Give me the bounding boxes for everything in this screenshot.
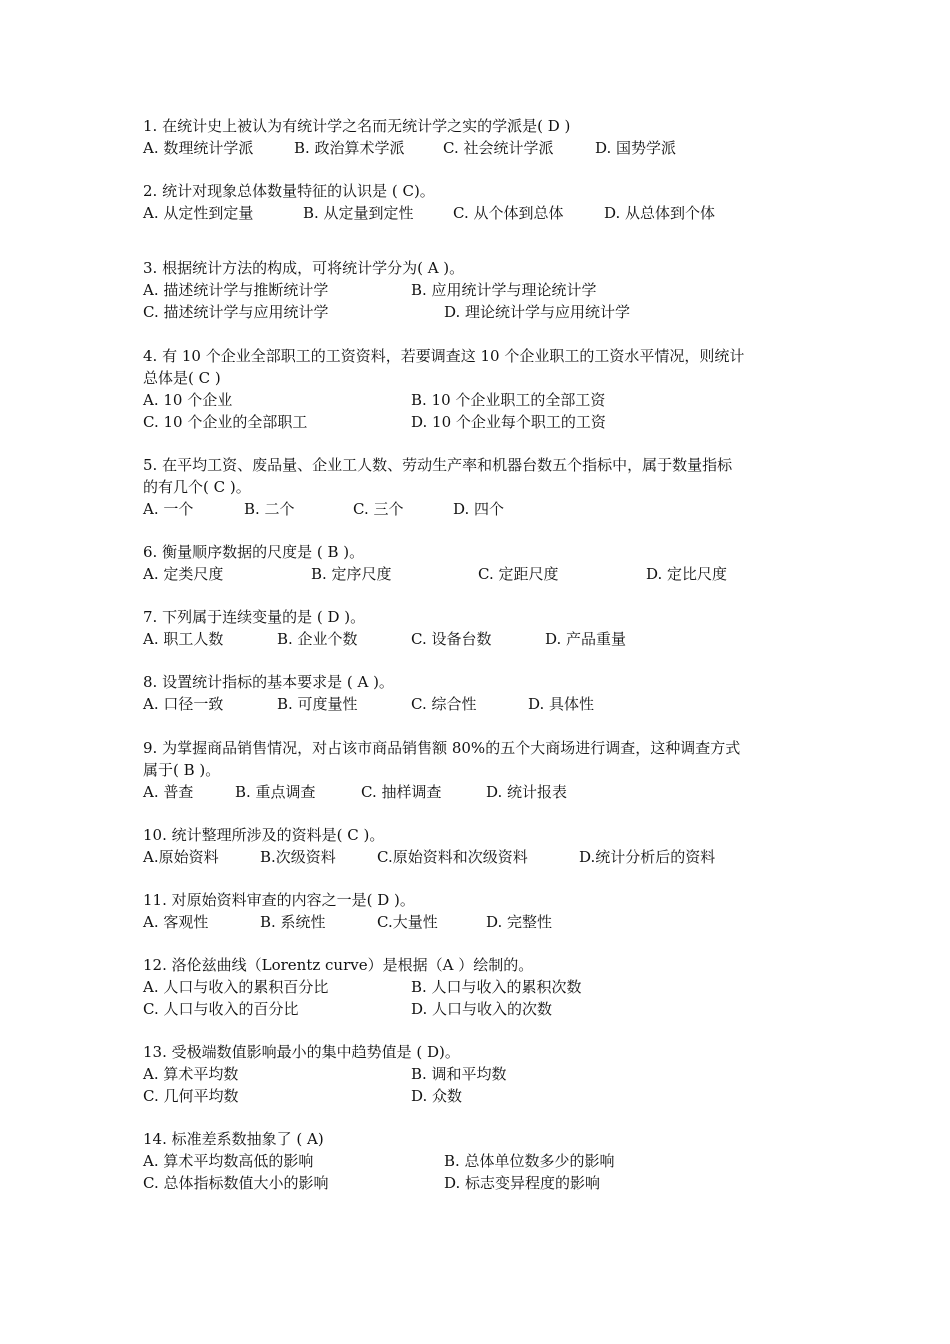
question-text: 总体是( C ) xyxy=(143,369,221,387)
option-b: B. 人口与收入的累积次数 xyxy=(411,978,582,996)
question-text: 14. 标准差系数抽象了 ( A) xyxy=(143,1130,324,1148)
option-a: A. 人口与收入的累积百分比 xyxy=(143,978,329,996)
option-a: A. 数理统计学派 xyxy=(143,139,254,157)
question-11 xyxy=(143,889,823,933)
option-a: A. 口径一致 xyxy=(143,695,224,713)
question-9 xyxy=(143,737,823,803)
question-1 xyxy=(143,115,823,159)
option-d: D.统计分析后的资料 xyxy=(579,848,716,866)
option-d: D. 具体性 xyxy=(528,695,595,713)
question-12 xyxy=(143,954,823,1020)
question-text: 13. 受极端数值影响最小的集中趋势值是 ( D)。 xyxy=(143,1043,460,1061)
option-row xyxy=(143,498,823,520)
question-6 xyxy=(143,541,823,585)
option-row xyxy=(143,1085,823,1107)
option-row xyxy=(143,781,823,803)
option-b: B. 从定量到定性 xyxy=(303,204,414,222)
question-2 xyxy=(143,180,823,224)
option-c: C. 社会统计学派 xyxy=(443,139,554,157)
option-row xyxy=(143,411,823,433)
option-b: B. 10 个企业职工的全部工资 xyxy=(411,391,606,409)
option-a: A. 算术平均数高低的影响 xyxy=(143,1152,314,1170)
option-row xyxy=(143,911,823,933)
option-d: D. 从总体到个体 xyxy=(604,204,716,222)
question-text: 5. 在平均工资、废品量、企业工人数、劳动生产率和机器台数五个指标中，属于数量指标 xyxy=(143,456,733,474)
option-c: C. 抽样调查 xyxy=(361,783,442,801)
question-text: 4. 有 10 个企业全部职工的工资资料，若要调查这 10 个企业职工的工资水平情况，则统计 xyxy=(143,347,745,365)
option-row xyxy=(143,389,823,411)
question-text: 属于( B )。 xyxy=(143,761,221,779)
option-a: A.原始资料 xyxy=(143,848,219,866)
option-b: B.次级资料 xyxy=(260,848,336,866)
option-d: D. 定比尺度 xyxy=(646,565,728,583)
question-3 xyxy=(143,257,823,323)
option-b: B. 定序尺度 xyxy=(311,565,392,583)
option-b: B. 可度量性 xyxy=(277,695,358,713)
option-d: D. 产品重量 xyxy=(545,630,627,648)
option-a: A. 10 个企业 xyxy=(143,391,233,409)
option-a: A. 算术平均数 xyxy=(143,1065,239,1083)
option-a: A. 一个 xyxy=(143,500,194,518)
option-c: C.原始资料和次级资料 xyxy=(377,848,528,866)
option-b: B. 总体单位数多少的影响 xyxy=(444,1152,615,1170)
option-row xyxy=(143,998,823,1020)
option-row xyxy=(143,1150,823,1172)
question-8 xyxy=(143,671,823,715)
option-a: A. 定类尺度 xyxy=(143,565,224,583)
option-d: D. 10 个企业每个职工的工资 xyxy=(411,413,606,431)
option-row xyxy=(143,976,823,998)
option-c: C. 定距尺度 xyxy=(478,565,559,583)
option-b: B. 应用统计学与理论统计学 xyxy=(411,281,597,299)
option-b: B. 重点调查 xyxy=(235,783,316,801)
option-c: C. 从个体到总体 xyxy=(453,204,564,222)
question-text: 11. 对原始资料审查的内容之一是( D )。 xyxy=(143,891,415,909)
question-10 xyxy=(143,824,823,868)
option-b: B. 二个 xyxy=(244,500,295,518)
option-a: A. 职工人数 xyxy=(143,630,224,648)
option-row xyxy=(143,693,823,715)
question-text: 7. 下列属于连续变量的是 ( D )。 xyxy=(143,608,366,626)
question-text: 8. 设置统计指标的基本要求是 ( A )。 xyxy=(143,673,394,691)
option-b: B. 企业个数 xyxy=(277,630,358,648)
option-d: D. 国势学派 xyxy=(595,139,677,157)
option-c: C. 设备台数 xyxy=(411,630,492,648)
option-c: C. 几何平均数 xyxy=(143,1087,239,1105)
option-d: D. 人口与收入的次数 xyxy=(411,1000,553,1018)
option-d: D. 理论统计学与应用统计学 xyxy=(444,303,631,321)
question-4 xyxy=(143,345,823,433)
option-row xyxy=(143,628,823,650)
question-text: 1. 在统计史上被认为有统计学之名而无统计学之实的学派是( D ) xyxy=(143,117,571,135)
option-c: C. 总体指标数值大小的影响 xyxy=(143,1174,329,1192)
option-row xyxy=(143,1063,823,1085)
question-text: 12. 洛伦兹曲线（Lorentz curve）是根据（A ）绘制的。 xyxy=(143,956,534,974)
option-c: C.大量性 xyxy=(377,913,438,931)
option-a: A. 普查 xyxy=(143,783,194,801)
question-text: 9. 为掌握商品销售情况，对占该市商品销售额 80%的五个大商场进行调查，这种调查方式 xyxy=(143,739,741,757)
option-row xyxy=(143,279,823,301)
option-row xyxy=(143,846,823,868)
option-d: D. 标志变异程度的影响 xyxy=(444,1174,601,1192)
question-text: 3. 根据统计方法的构成，可将统计学分为( A )。 xyxy=(143,259,465,277)
option-b: B. 政治算术学派 xyxy=(294,139,405,157)
question-text: 2. 统计对现象总体数量特征的认识是 ( C)。 xyxy=(143,182,435,200)
option-c: C. 描述统计学与应用统计学 xyxy=(143,303,329,321)
question-text: 10. 统计整理所涉及的资料是( C )。 xyxy=(143,826,385,844)
option-d: D. 四个 xyxy=(453,500,505,518)
option-c: C. 综合性 xyxy=(411,695,477,713)
question-text: 的有几个( C )。 xyxy=(143,478,251,496)
option-a: A. 从定性到定量 xyxy=(143,204,254,222)
option-a: A. 描述统计学与推断统计学 xyxy=(143,281,329,299)
option-c: C. 10 个企业的全部职工 xyxy=(143,413,308,431)
question-13 xyxy=(143,1041,823,1107)
option-row xyxy=(143,301,823,323)
question-7 xyxy=(143,606,823,650)
option-c: C. 三个 xyxy=(353,500,404,518)
option-d: D. 统计报表 xyxy=(486,783,568,801)
option-row xyxy=(143,137,823,159)
question-5 xyxy=(143,454,823,520)
option-row xyxy=(143,563,823,585)
option-a: A. 客观性 xyxy=(143,913,209,931)
option-b: B. 调和平均数 xyxy=(411,1065,507,1083)
option-d: D. 完整性 xyxy=(486,913,553,931)
option-c: C. 人口与收入的百分比 xyxy=(143,1000,299,1018)
option-row xyxy=(143,1172,823,1194)
question-14 xyxy=(143,1128,823,1194)
option-b: B. 系统性 xyxy=(260,913,326,931)
option-row xyxy=(143,202,823,224)
option-d: D. 众数 xyxy=(411,1087,463,1105)
question-text: 6. 衡量顺序数据的尺度是 ( B )。 xyxy=(143,543,365,561)
